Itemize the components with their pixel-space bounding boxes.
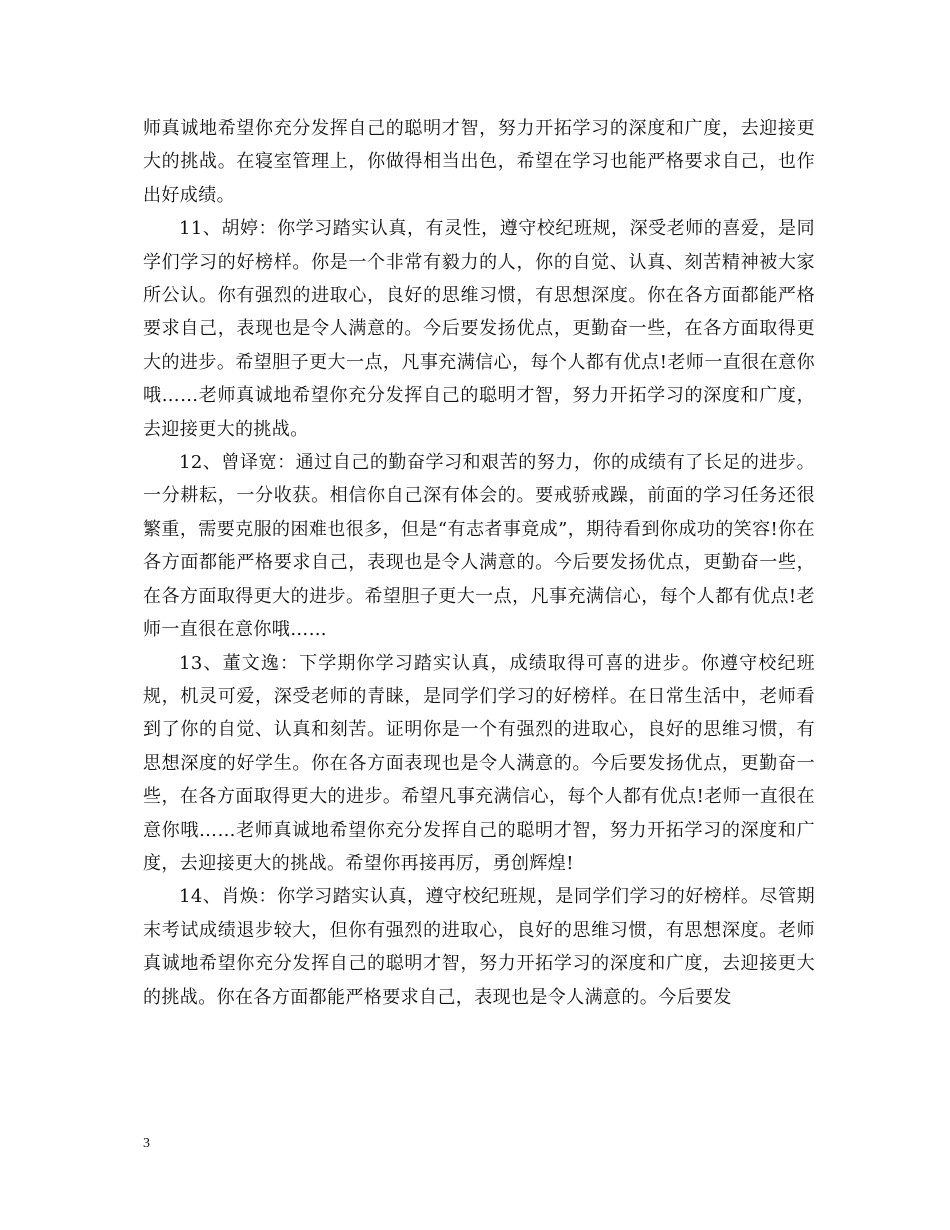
paragraph-comment-14: 14、肖焕：你学习踏实认真，遵守校纪班规，是同学们学习的好榜样。尽管期末考试成绩退步较大，但你有强烈的进取心，良好的思维习惯，有思想深度。老师真诚地希望你充分发挥自己的聪明才智，努力开拓学习的深度和广度，去迎接更大的挑战。你在各方面都能严格要求自己，表现也是令人满意的。今后要发: [143, 886, 815, 1008]
paragraph-continuation: 师真诚地希望你充分发挥自己的聪明才智，努力开拓学习的深度和广度，去迎接更大的挑战。在寝室管理上，你做得相当出色，希望在学习也能严格要求自己，也作出好成绩。: [143, 118, 815, 206]
paragraph-comment-13: 13、董文逸：下学期你学习踏实认真，成绩取得可喜的进步。你遵守校纪班规，机灵可爱，深受老师的青睐，是同学们学习的好榜样。在日常生活中，老师看到了你的自觉、认真和刻苦。证明你是一个有强烈的进取心，良好的思维习惯，有思想深度的好学生。你在各方面表现也是令人满意的。今后要发扬优点，更勤奋一些，在各方面取得更大的进步。希望凡事充满信心，每个人都有优点!老师一直很在意你哦……老师真诚地希望你充分发挥自己的聪明才智，努力开拓学习的深度和广度，去迎接更大的挑战。希望你再接再厉，勇创辉煌!: [143, 652, 815, 874]
page-number: 3: [143, 1136, 150, 1151]
paragraph-comment-12: 12、曾译宽：通过自己的勤奋学习和艰苦的努力，你的成绩有了长足的进步。一分耕耘，一分收获。相信你自己深有体会的。要戒骄戒躁，前面的学习任务还很繁重，需要克服的困难也很多，但是“有志者事竟成”，期待看到你成功的笑容!你在各方面都能严格要求自己，表现也是令人满意的。今后要发扬优点，更勤奋一些，在各方面取得更大的进步。希望胆子更大一点，凡事充满信心，每个人都有优点!老师一直很在意你哦……: [143, 452, 815, 641]
document-body: [143, 112, 815, 1014]
paragraph-comment-11: 11、胡婷：你学习踏实认真，有灵性，遵守校纪班规，深受老师的喜爱，是同学们学习的好榜样。你是一个非常有毅力的人，你的自觉、认真、刻苦精神被大家所公认。你有强烈的进取心，良好的思维习惯，有思想深度。你在各方面都能严格要求自己，表现也是令人满意的。今后要发扬优点，更勤奋一些，在各方面取得更大的进步。希望胆子更大一点，凡事充满信心，每个人都有优点!老师一直很在意你哦……老师真诚地希望你充分发挥自己的聪明才智，努力开拓学习的深度和广度，去迎接更大的挑战。: [143, 218, 815, 440]
